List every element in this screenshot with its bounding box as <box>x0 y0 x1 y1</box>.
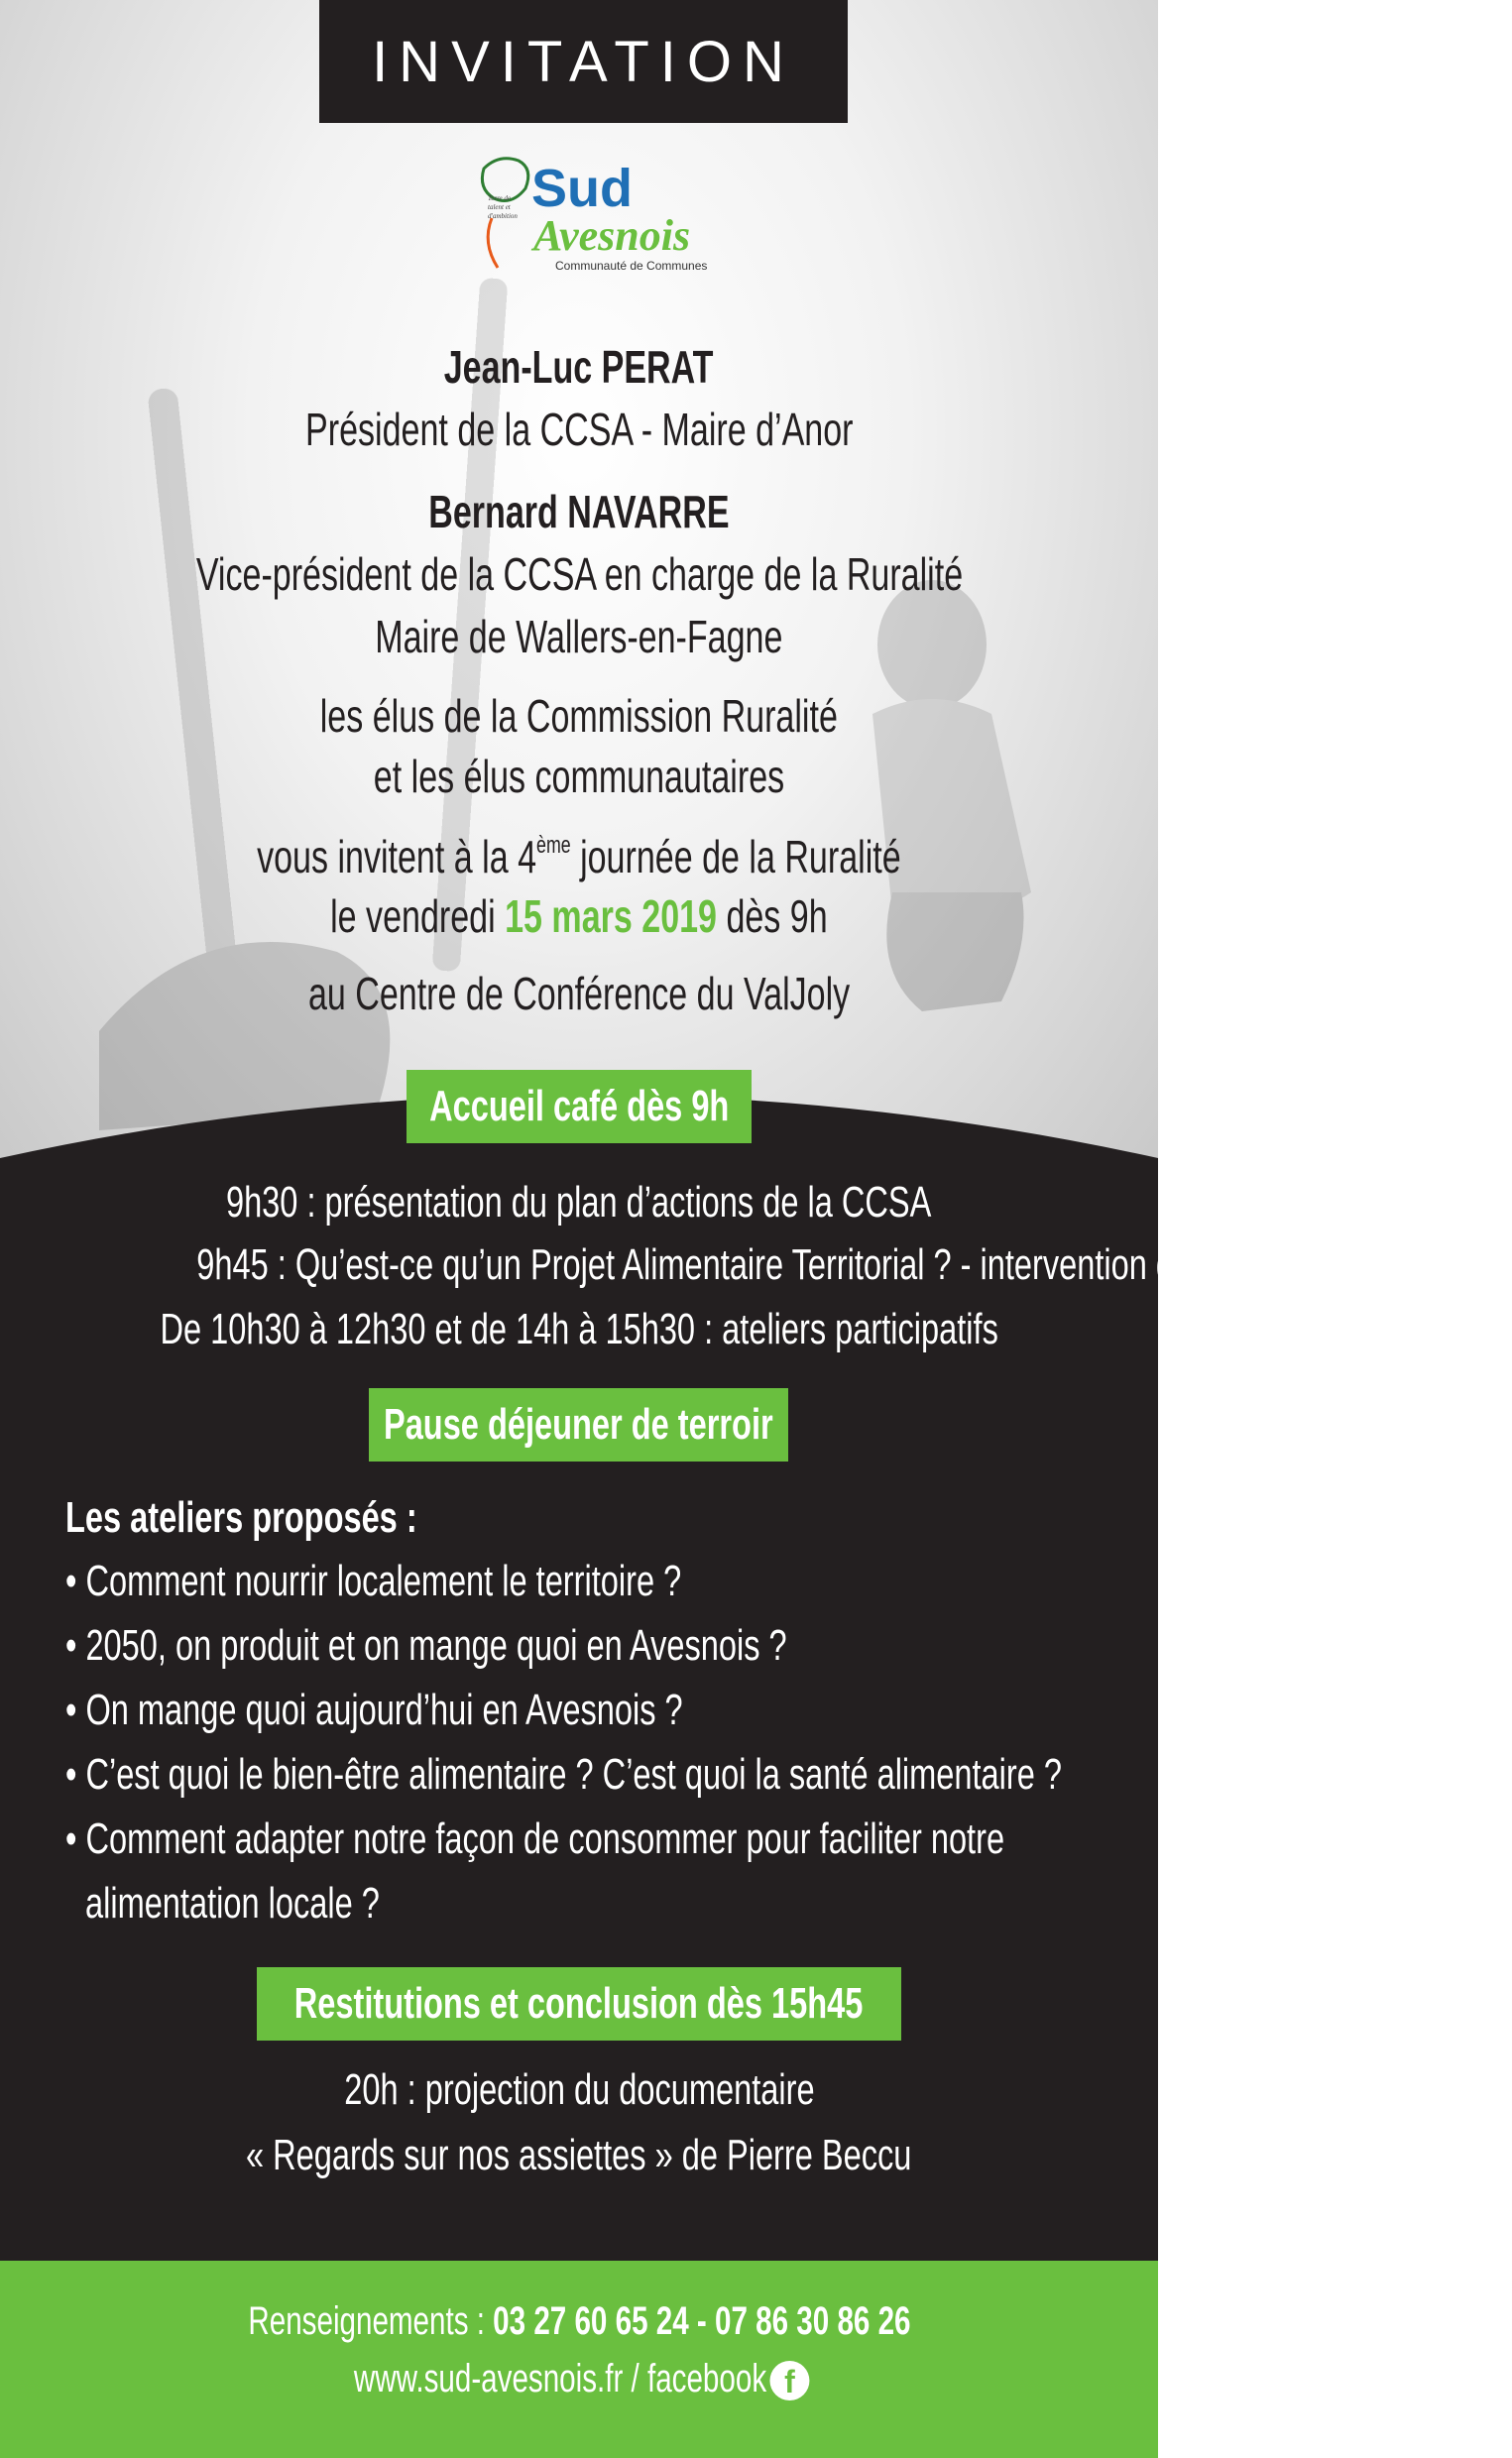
evening-line-1: 20h : projection du documentaire <box>343 2065 815 2114</box>
atelier-item-1: • Comment nourrir localement le territoire ? <box>65 1557 682 1605</box>
atelier-item-2: • 2050, on produit et on mange quoi en Avesnois ? <box>65 1621 787 1670</box>
logo-tagline-3: d'ambition <box>488 212 518 220</box>
website-link[interactable]: www.sud-avesnois.fr / facebook <box>353 2357 766 2400</box>
logo-tagline-2: talent et <box>488 203 511 211</box>
host-2-role-1: Vice-président de la CCSA en charge de la Ruralité <box>195 548 963 600</box>
logo-subtitle: Communauté de Communes <box>555 259 708 273</box>
invite-line-2: le vendredi 15 mars 2019 dès 9h <box>330 890 828 942</box>
program-item-1: 9h30 : présentation du plan d’actions de la CCSA <box>226 1178 932 1227</box>
host-2-name: Bernard NAVARRE <box>428 486 730 537</box>
pause-banner: Pause déjeuner de terroir <box>369 1388 788 1462</box>
logo-tagline-1: Terre de <box>488 194 512 202</box>
atelier-item-3: • On mange quoi aujourd’hui en Avesnois ? <box>65 1686 683 1734</box>
phone-numbers: 03 27 60 65 24 - 07 86 30 86 26 <box>492 2299 911 2343</box>
sud-avesnois-logo <box>464 149 722 288</box>
info-label: Renseignements : <box>247 2299 493 2343</box>
host-2-role-2: Maire de Wallers-en-Fagne <box>375 611 783 662</box>
atelier-item-5: • Comment adapter notre façon de consommer pour faciliter notre <box>65 1814 1005 1863</box>
program-item-2: 9h45 : Qu’est-ce qu’un Projet Alimentaire Territorial ? - intervention du CERDD <box>196 1240 1316 1289</box>
invitation-title-box <box>319 0 848 123</box>
invitation-title: INVITATION <box>372 29 795 94</box>
facebook-icon[interactable]: f <box>770 2361 810 2400</box>
restitutions-banner: Restitutions et conclusion dès 15h45 <box>257 1967 901 2041</box>
accueil-banner: Accueil café dès 9h <box>407 1070 752 1143</box>
logo-word-avesnois: Avesnois <box>533 211 691 260</box>
evening-line-2: « Regards sur nos assiettes » de Pierre Beccu <box>246 2131 912 2179</box>
contact-line <box>0 2296 1158 2346</box>
venue-line: au Centre de Conférence du ValJoly <box>307 968 851 1019</box>
logo-word-sud: Sud <box>531 159 633 218</box>
ateliers-title: Les ateliers proposés : <box>65 1493 417 1542</box>
ordinal-sup: ème <box>536 832 571 859</box>
atelier-item-4: • C’est quoi le bien-être alimentaire ? C’est quoi la santé alimentaire ? <box>65 1750 1063 1799</box>
host-1-name: Jean-Luc PERAT <box>444 341 714 393</box>
atelier-item-5-cont: alimentation locale ? <box>85 1879 380 1928</box>
program-item-3: De 10h30 à 12h30 et de 14h à 15h30 : ateliers participatifs <box>160 1305 998 1353</box>
footer-bar <box>0 2261 1158 2458</box>
elus-line-1: les élus de la Commission Ruralité <box>319 690 839 742</box>
host-1-role: Président de la CCSA - Maire d’Anor <box>304 404 854 455</box>
invite-line-1: vous invitent à la 4ème journée de la Ruralité <box>257 831 901 882</box>
event-date: 15 mars 2019 <box>505 890 718 942</box>
web-line <box>0 2354 1158 2403</box>
elus-line-2: et les élus communautaires <box>373 751 785 802</box>
